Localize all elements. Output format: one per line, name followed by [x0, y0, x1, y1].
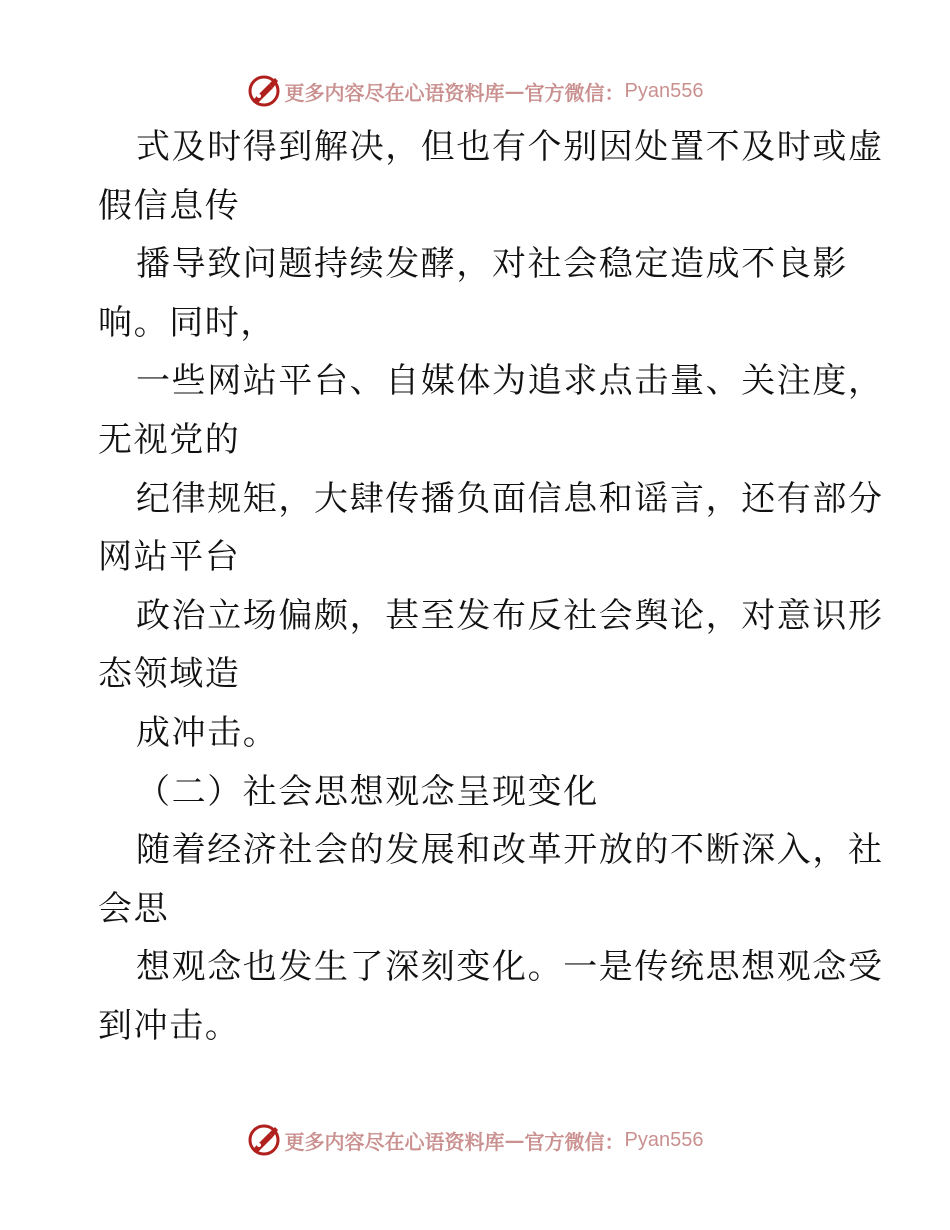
section-heading: （二）社会思想观念呈现变化	[136, 771, 599, 812]
body-line: 纪律规矩，大肆传播负面信息和谣言，还有部分	[136, 478, 884, 519]
header-banner	[0, 71, 950, 111]
footer-wechat-id: Pyan556	[624, 1128, 704, 1151]
header-wechat-id: Pyan556	[624, 79, 704, 102]
header-separator: —	[504, 79, 525, 103]
body-line: 想观念也发生了深刻变化。一是传统思想观念受	[136, 947, 884, 988]
footer-site-text: 更多内容尽在心语资料库	[284, 1129, 505, 1154]
body-line: 会思	[98, 888, 170, 929]
body-line: 无视党的	[98, 419, 241, 460]
header-wechat-label: 官方微信：	[524, 80, 625, 105]
body-line: 播导致问题持续发酵，对社会稳定造成不良影	[136, 244, 848, 285]
body-line: 式及时得到解决，但也有个别因处置不及时或虚	[136, 127, 884, 167]
footer-wechat-label: 官方微信：	[524, 1129, 625, 1154]
body-line: 成冲击。	[136, 712, 279, 753]
body-line: 响。同时，	[98, 302, 276, 343]
footer-separator: —	[504, 1128, 525, 1152]
body-line: 态领域造	[98, 654, 241, 695]
body-line: 网站平台	[98, 537, 241, 578]
body-line: 假信息传	[98, 185, 241, 226]
header-site-text: 更多内容尽在心语资料库	[284, 80, 505, 105]
pen-logo-icon	[247, 1123, 281, 1157]
footer-banner	[0, 1120, 950, 1160]
body-line: 到冲击。	[98, 1005, 241, 1046]
body-line: 一些网站平台、自媒体为追求点击量、关注度，	[136, 361, 884, 402]
document-body	[98, 118, 884, 1056]
body-line: 政治立场偏颇，甚至发布反社会舆论，对意识形	[136, 595, 884, 636]
pen-logo-icon	[247, 74, 281, 108]
body-line: 随着经济社会的发展和改革开放的不断深入，社	[136, 830, 884, 871]
